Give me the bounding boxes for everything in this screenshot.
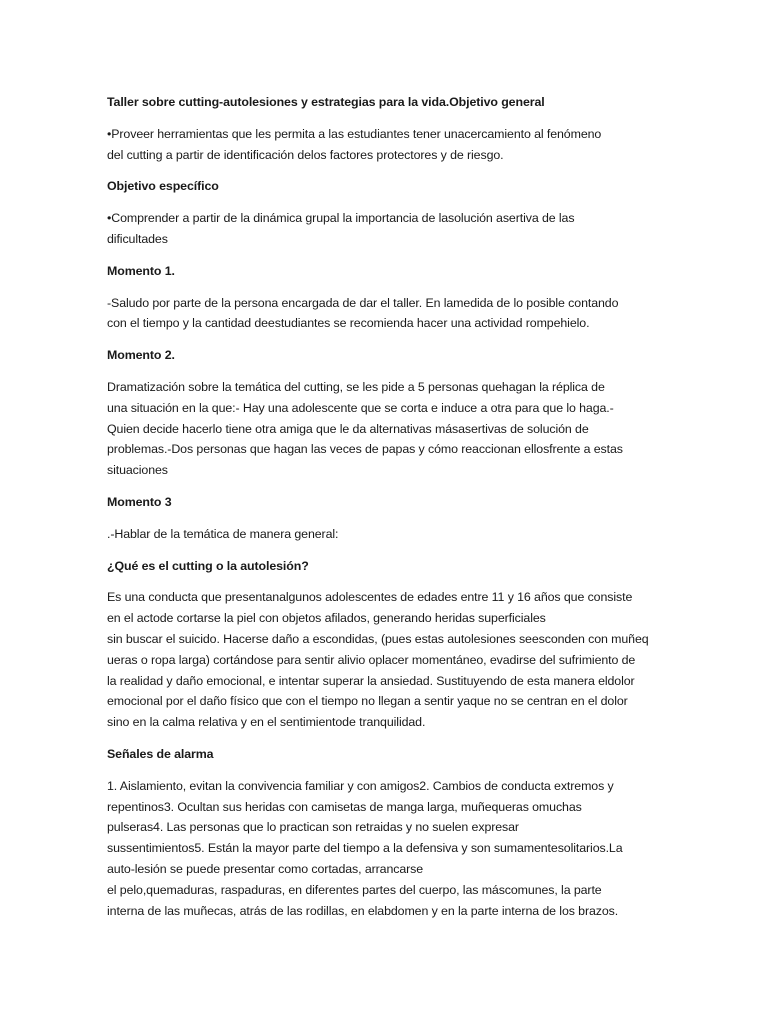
text-line: Momento 1. — [107, 263, 175, 278]
section-heading — [107, 744, 667, 765]
text-line: el pelo,quemaduras, raspaduras, en diferentes partes del cuerpo, las máscomunes, la parte — [107, 882, 602, 897]
text-line: .-Hablar de la temática de manera general: — [107, 526, 339, 541]
text-line: Momento 2. — [107, 348, 175, 363]
paragraph — [107, 776, 667, 922]
text-line: ueras o ropa larga) cortándose para sentir alivio oplacer momentáneo, evadirse del sufrimiento de — [107, 652, 636, 667]
section-heading — [107, 261, 667, 282]
text-line: Señales de alarma — [107, 746, 214, 761]
text-line: situaciones — [107, 463, 168, 478]
text-line: pulseras4. Las personas que lo practican son retraidas y no suelen expresar — [107, 820, 519, 835]
text-line: dificultades — [107, 231, 168, 246]
text-line: Objetivo específico — [107, 179, 219, 194]
paragraph — [107, 587, 667, 733]
text-line: Quien decide hacerlo tiene otra amiga que le da alternativas másasertivas de solución de — [107, 421, 589, 436]
text-line: repentinos3. Ocultan sus heridas con camisetas de manga larga, muñequeras omuchas — [107, 799, 582, 814]
text-line: Dramatización sobre la temática del cutting, se les pide a 5 personas quehagan la réplica de — [107, 379, 605, 394]
paragraph — [107, 124, 667, 166]
paragraph — [107, 208, 667, 250]
section-heading — [107, 176, 667, 197]
section-heading — [107, 345, 667, 366]
text-line: sino en la calma relativa y en el sentimientode tranquilidad. — [107, 715, 426, 730]
text-line: sin buscar el suicido. Hacerse daño a escondidas, (pues estas autolesiones seesconden con muñeq — [107, 631, 649, 646]
text-line: la realidad y daño emocional, e intentar superar la ansiedad. Sustituyendo de esta manera eldolor — [107, 673, 635, 688]
text-line: auto-lesión se puede presentar como cortadas, arrancarse — [107, 861, 424, 876]
text-line: interna de las muñecas, atrás de las rodillas, en elabdomen y en la parte interna de los brazos. — [107, 903, 619, 918]
text-line: Momento 3 — [107, 494, 172, 509]
text-line: sussentimientos5. Están la mayor parte del tiempo a la defensiva y son sumamentesolitarios.La — [107, 841, 623, 856]
paragraph — [107, 377, 667, 481]
text-line: ¿Qué es el cutting o la autolesión? — [107, 558, 309, 573]
text-line: -Saludo por parte de la persona encargada de dar el taller. En lamedida de lo posible contando — [107, 295, 619, 310]
document-page — [107, 92, 667, 932]
text-line: •Comprender a partir de la dinámica grupal la importancia de lasolución asertiva de las — [107, 211, 575, 226]
text-line: 1. Aislamiento, evitan la convivencia familiar y con amigos2. Cambios de conducta extremos y — [107, 778, 614, 793]
text-line: con el tiempo y la cantidad deestudiantes se recomienda hacer una actividad rompehielo. — [107, 316, 590, 331]
text-line: Es una conducta que presentanalgunos adolescentes de edades entre 11 y 16 años que consiste — [107, 590, 633, 605]
paragraph — [107, 293, 667, 335]
text-line: en el actode cortarse la piel con objetos afilados, generando heridas superficiales — [107, 611, 546, 626]
text-line: •Proveer herramientas que les permita a las estudiantes tener unacercamiento al fenómeno — [107, 126, 602, 141]
text-line: una situación en la que:- Hay una adolescente que se corta e induce a otra para que lo haga.- — [107, 400, 614, 415]
text-line: emocional por el daño físico que con el tiempo no llegan a sentir yaque no se centran en el dolor — [107, 694, 628, 709]
section-heading — [107, 556, 667, 577]
paragraph — [107, 524, 667, 545]
text-line: problemas.-Dos personas que hagan las veces de papas y cómo reaccionan ellosfrente a estas — [107, 442, 623, 457]
text-line: del cutting a partir de identificación delos factores protectores y de riesgo. — [107, 147, 504, 162]
section-heading — [107, 492, 667, 513]
section-heading — [107, 92, 667, 113]
text-line: Taller sobre cutting-autolesiones y estrategias para la vida.Objetivo general — [107, 95, 545, 109]
